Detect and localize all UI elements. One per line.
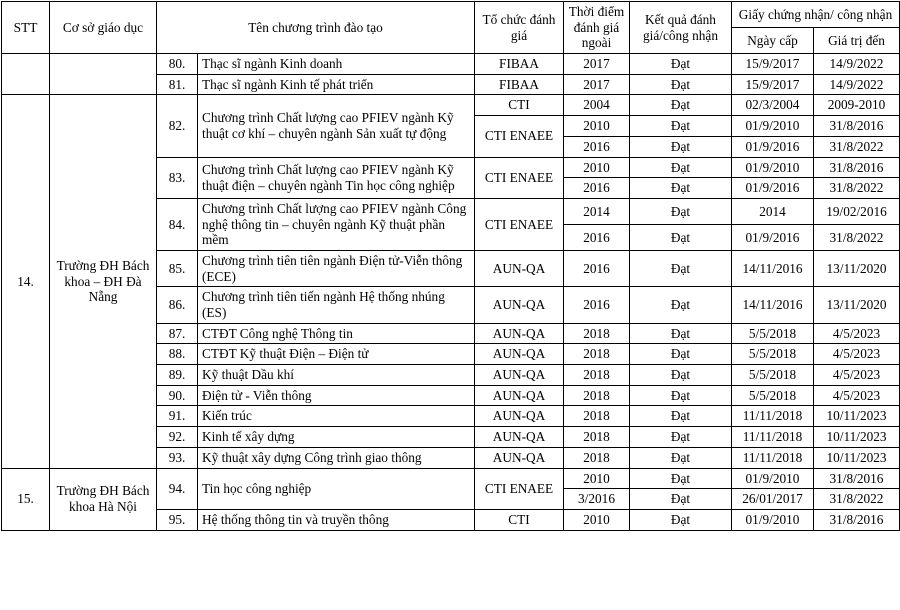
cell-evaluation-time: 2017	[564, 74, 630, 95]
cell-certificate-issue-date: 01/9/2016	[732, 136, 814, 157]
cell-evaluation-time: 2016	[564, 287, 630, 323]
cell-evaluation-agency: CTI ENAEE	[475, 157, 564, 198]
cell-program-name: Chương trình tiên tiên ngành Điện tử-Viễn thông (ECE)	[198, 250, 475, 286]
cell-certificate-valid-until: 13/11/2020	[814, 287, 900, 323]
cell-certificate-issue-date: 14/11/2016	[732, 250, 814, 286]
cell-row-number: 82.	[157, 95, 198, 157]
cell-evaluation-agency: AUN-QA	[475, 365, 564, 386]
cell-certificate-issue-date: 5/5/2018	[732, 385, 814, 406]
cell-evaluation-time: 2016	[564, 136, 630, 157]
header-certificate: Giấy chứng nhận/ công nhận	[732, 2, 900, 28]
cell-certificate-issue-date: 02/3/2004	[732, 95, 814, 116]
cell-evaluation-agency: CTI ENAEE	[475, 116, 564, 157]
cell-evaluation-time: 2010	[564, 509, 630, 530]
accreditation-table	[1, 1, 900, 531]
cell-certificate-valid-until: 31/8/2022	[814, 224, 900, 250]
cell-evaluation-result: Đạt	[630, 287, 732, 323]
cell-certificate-issue-date: 01/9/2016	[732, 178, 814, 199]
cell-evaluation-result: Đạt	[630, 447, 732, 468]
cell-evaluation-result: Đạt	[630, 323, 732, 344]
cell-certificate-valid-until: 4/5/2023	[814, 344, 900, 365]
cell-evaluation-result: Đạt	[630, 95, 732, 116]
header-result: Kết quả đánh giá/công nhận	[630, 2, 732, 54]
cell-certificate-issue-date: 01/9/2016	[732, 224, 814, 250]
cell-certificate-valid-until: 31/8/2016	[814, 157, 900, 178]
cell-evaluation-result: Đạt	[630, 224, 732, 250]
cell-evaluation-result: Đạt	[630, 427, 732, 448]
cell-institution-name: Trường ĐH Bách khoa Hà Nội	[50, 468, 157, 530]
cell-evaluation-agency: CTI ENAEE	[475, 198, 564, 250]
cell-evaluation-time: 2014	[564, 198, 630, 224]
cell-evaluation-time: 2010	[564, 116, 630, 137]
cell-program-name: Hệ thống thông tin và truyền thông	[198, 509, 475, 530]
cell-evaluation-time: 2016	[564, 178, 630, 199]
cell-evaluation-agency: AUN-QA	[475, 427, 564, 448]
cell-certificate-issue-date: 11/11/2018	[732, 427, 814, 448]
cell-evaluation-agency: AUN-QA	[475, 287, 564, 323]
cell-row-number: 88.	[157, 344, 198, 365]
cell-program-name: Chương trình Chất lượng cao PFIEV ngành Kỹ thuật điện – chuyên ngành Tin học công nghiệp	[198, 157, 475, 198]
cell-evaluation-agency: FIBAA	[475, 54, 564, 75]
cell-row-number: 81.	[157, 74, 198, 95]
cell-evaluation-result: Đạt	[630, 157, 732, 178]
cell-certificate-issue-date: 15/9/2017	[732, 74, 814, 95]
cell-evaluation-result: Đạt	[630, 178, 732, 199]
cell-certificate-issue-date: 01/9/2010	[732, 116, 814, 137]
cell-certificate-issue-date: 01/9/2010	[732, 509, 814, 530]
cell-evaluation-agency: AUN-QA	[475, 323, 564, 344]
cell-evaluation-result: Đạt	[630, 365, 732, 386]
cell-row-number: 87.	[157, 323, 198, 344]
cell-certificate-valid-until: 4/5/2023	[814, 323, 900, 344]
table-row	[2, 54, 900, 75]
cell-certificate-valid-until: 14/9/2022	[814, 74, 900, 95]
cell-evaluation-agency: AUN-QA	[475, 344, 564, 365]
header-agency: Tổ chức đánh giá	[475, 2, 564, 54]
cell-evaluation-result: Đạt	[630, 385, 732, 406]
cell-certificate-issue-date: 5/5/2018	[732, 344, 814, 365]
cell-certificate-valid-until: 19/02/2016	[814, 198, 900, 224]
cell-certificate-valid-until: 10/11/2023	[814, 406, 900, 427]
cell-evaluation-time: 2018	[564, 365, 630, 386]
cell-certificate-valid-until: 31/8/2022	[814, 136, 900, 157]
cell-evaluation-agency: AUN-QA	[475, 250, 564, 286]
cell-certificate-issue-date: 14/11/2016	[732, 287, 814, 323]
cell-program-name: Chương trình Chất lượng cao PFIEV ngành Kỹ thuật cơ khí – chuyên ngành Sản xuất tự động	[198, 95, 475, 157]
table-row	[2, 468, 900, 489]
cell-program-name: Thạc sĩ ngành Kinh doanh	[198, 54, 475, 75]
cell-evaluation-result: Đạt	[630, 136, 732, 157]
cell-row-number: 91.	[157, 406, 198, 427]
cell-institution-name: Trường ĐH Bách khoa – ĐH Đà Nẵng	[50, 95, 157, 468]
cell-program-name: Chương trình Chất lượng cao PFIEV ngành Công nghệ thông tin – chuyên ngành Kỹ thuật phần mềm	[198, 198, 475, 250]
cell-evaluation-time: 2017	[564, 54, 630, 75]
cell-row-number: 92.	[157, 427, 198, 448]
cell-evaluation-time: 2010	[564, 468, 630, 489]
cell-certificate-issue-date: 5/5/2018	[732, 323, 814, 344]
cell-stt: 15.	[2, 468, 50, 530]
cell-evaluation-result: Đạt	[630, 198, 732, 224]
cell-program-name: Tin học công nghiệp	[198, 468, 475, 509]
cell-program-name: Kiến trúc	[198, 406, 475, 427]
cell-evaluation-time: 2018	[564, 427, 630, 448]
header-row-primary	[2, 2, 900, 28]
cell-evaluation-agency: CTI	[475, 95, 564, 116]
cell-stt: 14.	[2, 95, 50, 468]
table-row	[2, 95, 900, 116]
cell-evaluation-agency: CTI ENAEE	[475, 468, 564, 509]
cell-institution-name-empty	[50, 54, 157, 95]
cell-evaluation-time: 2018	[564, 406, 630, 427]
header-program: Tên chương trình đào tạo	[157, 2, 475, 54]
cell-row-number: 95.	[157, 509, 198, 530]
cell-evaluation-result: Đạt	[630, 509, 732, 530]
header-stt: STT	[2, 2, 50, 54]
header-time: Thời điểm đánh giá ngoài	[564, 2, 630, 54]
cell-row-number: 89.	[157, 365, 198, 386]
cell-row-number: 93.	[157, 447, 198, 468]
cell-row-number: 84.	[157, 198, 198, 250]
cell-row-number: 86.	[157, 287, 198, 323]
table-header	[2, 2, 900, 54]
cell-program-name: Kinh tế xây dựng	[198, 427, 475, 448]
cell-evaluation-time: 3/2016	[564, 489, 630, 510]
cell-evaluation-result: Đạt	[630, 406, 732, 427]
cell-evaluation-agency: AUN-QA	[475, 406, 564, 427]
cell-evaluation-time: 2018	[564, 447, 630, 468]
cell-evaluation-result: Đạt	[630, 54, 732, 75]
cell-evaluation-agency: AUN-QA	[475, 385, 564, 406]
cell-evaluation-time: 2016	[564, 250, 630, 286]
cell-evaluation-result: Đạt	[630, 250, 732, 286]
cell-program-name: CTĐT Kỹ thuật Điện – Điện tử	[198, 344, 475, 365]
cell-certificate-issue-date: 01/9/2010	[732, 468, 814, 489]
cell-evaluation-result: Đạt	[630, 116, 732, 137]
cell-program-name: Thạc sĩ ngành Kinh tế phát triển	[198, 74, 475, 95]
cell-stt-empty	[2, 54, 50, 95]
cell-program-name: Chương trình tiên tiến ngành Hệ thống nhúng (ES)	[198, 287, 475, 323]
cell-certificate-valid-until: 10/11/2023	[814, 427, 900, 448]
cell-evaluation-agency: AUN-QA	[475, 447, 564, 468]
cell-certificate-valid-until: 2009-2010	[814, 95, 900, 116]
cell-program-name: Kỹ thuật Dầu khí	[198, 365, 475, 386]
cell-certificate-valid-until: 4/5/2023	[814, 385, 900, 406]
cell-certificate-valid-until: 14/9/2022	[814, 54, 900, 75]
cell-certificate-issue-date: 2014	[732, 198, 814, 224]
cell-certificate-issue-date: 15/9/2017	[732, 54, 814, 75]
cell-certificate-issue-date: 26/01/2017	[732, 489, 814, 510]
cell-row-number: 80.	[157, 54, 198, 75]
cell-program-name: Kỹ thuật xây dựng Công trình giao thông	[198, 447, 475, 468]
cell-certificate-valid-until: 13/11/2020	[814, 250, 900, 286]
cell-program-name: CTĐT Công nghệ Thông tin	[198, 323, 475, 344]
header-org: Cơ sở giáo dục	[50, 2, 157, 54]
cell-certificate-issue-date: 01/9/2010	[732, 157, 814, 178]
cell-certificate-valid-until: 10/11/2023	[814, 447, 900, 468]
cell-evaluation-agency: CTI	[475, 509, 564, 530]
header-valid-until: Giá trị đến	[814, 28, 900, 54]
cell-program-name: Điện tử - Viễn thông	[198, 385, 475, 406]
cell-certificate-valid-until: 4/5/2023	[814, 365, 900, 386]
header-issue-date: Ngày cấp	[732, 28, 814, 54]
cell-evaluation-result: Đạt	[630, 489, 732, 510]
cell-evaluation-time: 2018	[564, 323, 630, 344]
cell-evaluation-time: 2018	[564, 344, 630, 365]
cell-certificate-valid-until: 31/8/2016	[814, 509, 900, 530]
cell-certificate-issue-date: 11/11/2018	[732, 447, 814, 468]
cell-certificate-valid-until: 31/8/2022	[814, 178, 900, 199]
cell-evaluation-result: Đạt	[630, 344, 732, 365]
cell-evaluation-result: Đạt	[630, 74, 732, 95]
cell-certificate-issue-date: 5/5/2018	[732, 365, 814, 386]
cell-certificate-valid-until: 31/8/2016	[814, 116, 900, 137]
cell-evaluation-time: 2004	[564, 95, 630, 116]
table-body	[2, 54, 900, 531]
cell-certificate-valid-until: 31/8/2022	[814, 489, 900, 510]
cell-row-number: 85.	[157, 250, 198, 286]
cell-evaluation-agency: FIBAA	[475, 74, 564, 95]
cell-row-number: 90.	[157, 385, 198, 406]
cell-certificate-issue-date: 11/11/2018	[732, 406, 814, 427]
cell-certificate-valid-until: 31/8/2016	[814, 468, 900, 489]
cell-evaluation-time: 2010	[564, 157, 630, 178]
cell-row-number: 94.	[157, 468, 198, 509]
cell-evaluation-time: 2016	[564, 224, 630, 250]
cell-evaluation-result: Đạt	[630, 468, 732, 489]
cell-evaluation-time: 2018	[564, 385, 630, 406]
cell-row-number: 83.	[157, 157, 198, 198]
